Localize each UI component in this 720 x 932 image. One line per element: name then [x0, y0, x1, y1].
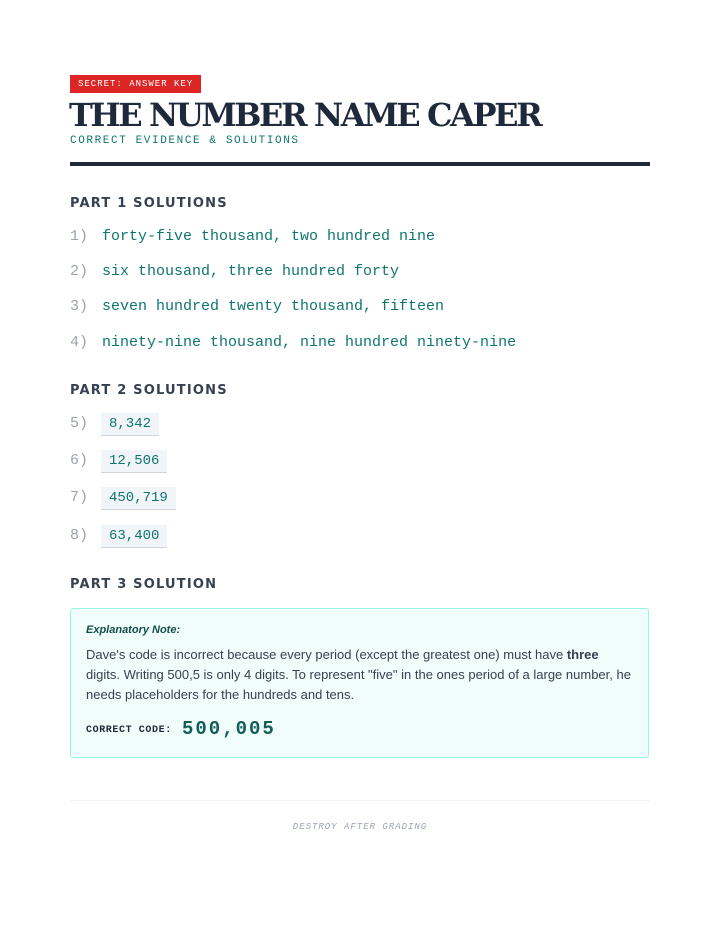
note-text-part-1: Dave's code is incorrect because every period (except the greatest one) must have — [86, 647, 567, 662]
part2-item-6-number: 6) — [70, 452, 89, 469]
part1-item-1-number: 1) — [70, 228, 89, 245]
explanatory-note-box — [70, 608, 649, 758]
page-title: THE NUMBER NAME CAPER — [69, 96, 541, 134]
part2-item-5-number: 5) — [70, 415, 89, 432]
note-text-part-2: digits. Writing 500,5 is only 4 digits. To represent "five" in the ones period of a large number, he needs placeholders for the hundreds and tens. — [86, 667, 631, 702]
part3-heading: PART 3 SOLUTION — [70, 577, 218, 592]
header-divider — [70, 162, 650, 166]
part2-item-8-number: 8) — [70, 527, 89, 544]
note-emphasis: three — [566, 647, 599, 662]
part1-item-3-number: 3) — [70, 298, 89, 315]
part1-item-4-number: 4) — [70, 334, 89, 351]
note-label: Explanatory Note: — [86, 624, 181, 636]
note-text — [86, 645, 636, 705]
part1-item-1-answer: forty-five thousand, two hundred nine — [102, 228, 436, 245]
part1-heading: PART 1 SOLUTIONS — [70, 196, 228, 211]
part2-item-7-answer: 450,719 — [101, 487, 176, 510]
part1-item-4-answer: ninety-nine thousand, nine hundred ninety-nine — [102, 334, 517, 351]
part2-heading: PART 2 SOLUTIONS — [70, 383, 228, 398]
part1-item-2-number: 2) — [70, 263, 89, 280]
part2-item-6-answer: 12,506 — [101, 450, 167, 473]
part2-item-7-number: 7) — [70, 489, 89, 506]
footer-divider — [70, 800, 650, 801]
footer-text: DESTROY AFTER GRADING — [292, 822, 428, 832]
part2-item-8-answer: 63,400 — [101, 525, 167, 548]
secret-badge: SECRET: ANSWER KEY — [70, 75, 201, 93]
part1-item-2-answer: six thousand, three hundred forty — [102, 263, 400, 280]
correct-code-label: CORRECT CODE: — [86, 725, 172, 736]
part1-item-3-answer: seven hundred twenty thousand, fifteen — [102, 298, 445, 315]
correct-code-value: 500,005 — [182, 718, 276, 740]
part2-item-5-answer: 8,342 — [101, 413, 159, 436]
page-subtitle: CORRECT EVIDENCE & SOLUTIONS — [70, 135, 300, 147]
